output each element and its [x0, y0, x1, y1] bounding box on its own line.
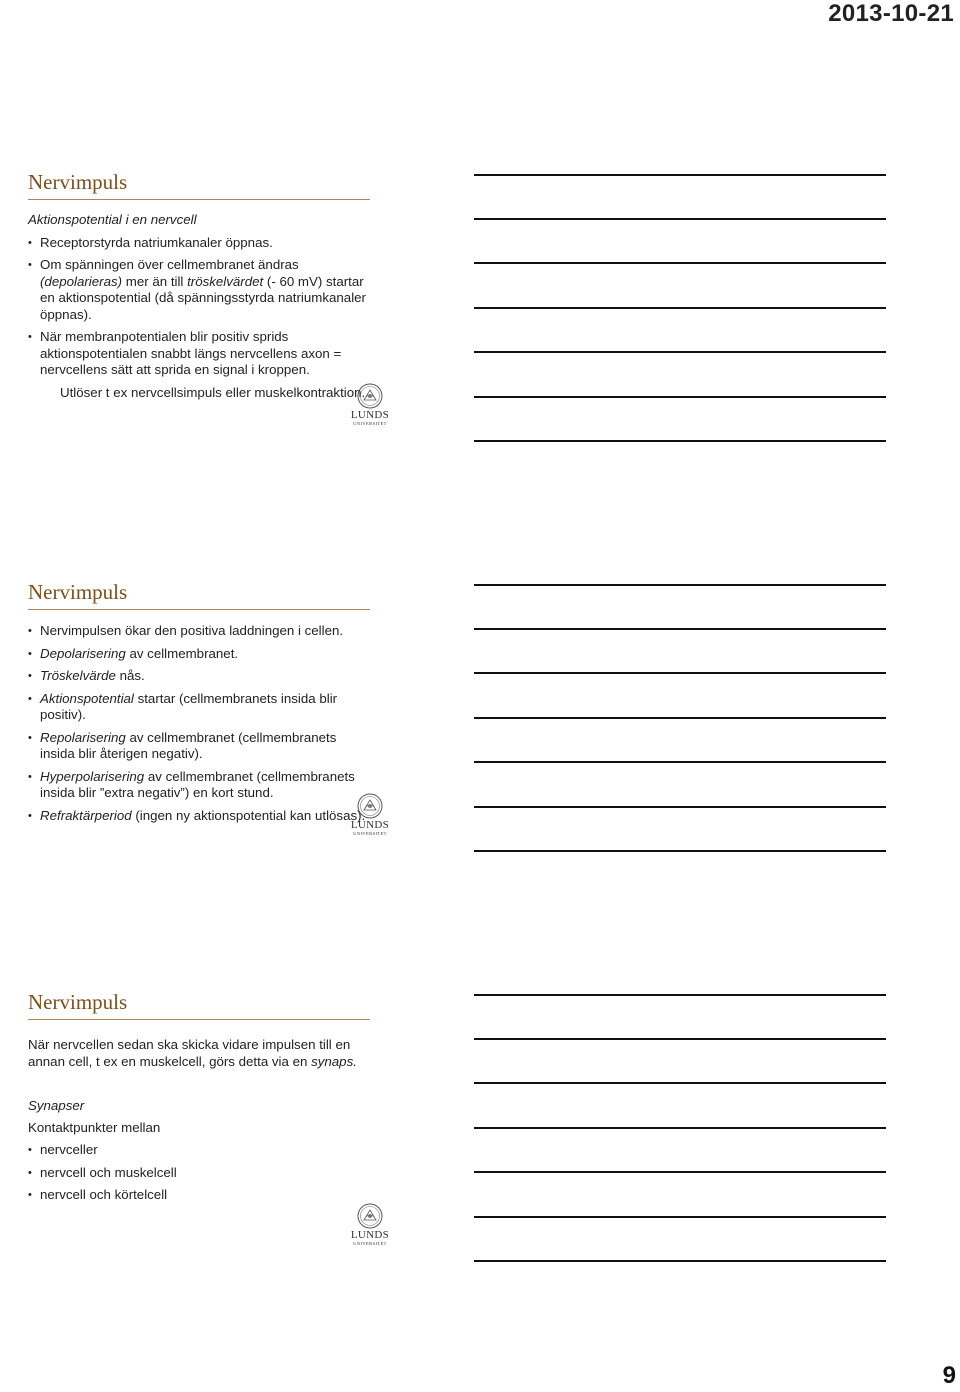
bullet-list: [28, 235, 373, 379]
note-line: [474, 1127, 886, 1129]
list-item-term: Repolarisering: [40, 729, 126, 745]
list-item: • nervcell och körtelcell: [28, 1187, 373, 1204]
list-item-text: nås.: [115, 668, 145, 683]
title-rule: [28, 199, 370, 200]
list-item-term: Hyperpolarisering: [40, 768, 145, 784]
note-line: [474, 396, 886, 398]
list-item-text: startar (cellmembranets insida blir positiv).: [40, 690, 338, 722]
note-line: [474, 1038, 886, 1040]
list-item: • När membranpotentialen blir positiv sprids aktionspotentialen snabbt längs nervcellens axon = nervcellens sätt att sprida en signal i kroppen.: [28, 329, 373, 379]
slide-title: Nervimpuls: [28, 170, 128, 194]
slide-content: [28, 212, 373, 401]
note-line: [474, 1216, 886, 1218]
intro-emphasis: synaps.: [311, 1053, 357, 1069]
note-line: [474, 850, 886, 852]
list-item: [28, 691, 373, 724]
slide-2: [0, 580, 440, 880]
list-item-text: av cellmembranet (cellmembranets insida blir återigen negativ).: [40, 729, 337, 761]
notes-group-2: [474, 584, 886, 854]
list-item-text: av cellmembranet (cellmembranets insida blir ”extra negativ”) en kort stund.: [40, 768, 355, 800]
logo-wordmark: LUNDS: [350, 819, 390, 831]
list-item-text: av cellmembranet.: [125, 645, 239, 661]
note-line: [474, 1260, 886, 1262]
list-item: [28, 623, 373, 640]
note-line: [474, 994, 886, 996]
title-rule: [28, 1019, 370, 1020]
list-item: • nervcell och muskelcell: [28, 1165, 373, 1182]
slide-subtitle: Aktionspotential i en nervcell: [28, 212, 197, 227]
note-line: [474, 628, 886, 630]
note-line: [474, 351, 886, 353]
logo-wordmark: LUNDS: [350, 1229, 390, 1241]
note-line: [474, 1171, 886, 1173]
slide-1: [0, 170, 440, 470]
list-item-term: Aktionspotential: [40, 690, 134, 706]
list-item-term: Tröskelvärde: [40, 668, 116, 683]
list-item-term: Refraktärperiod: [40, 807, 132, 823]
logo-subtitle: UNIVERSITET: [353, 421, 387, 426]
slide-tail: Utlöser t ex nervcellsimpuls eller muskelkontraktion.: [60, 384, 366, 400]
notes-group-3: [474, 994, 886, 1264]
note-line: [474, 717, 886, 719]
list-item: [28, 730, 373, 763]
note-line: [474, 761, 886, 763]
slide-title: Nervimpuls: [28, 990, 128, 1014]
logo-wordmark: LUNDS: [350, 409, 390, 421]
title-rule: [28, 609, 370, 610]
logo-subtitle: UNIVERSITET: [353, 831, 387, 836]
slide-intro: [28, 1037, 373, 1070]
university-logo: [350, 382, 390, 430]
slide-content: [28, 623, 373, 830]
seal-icon: [350, 1202, 390, 1232]
note-line: [474, 307, 886, 309]
bullet-list: [28, 1142, 373, 1204]
slide-subheading: Synapser: [28, 1098, 85, 1113]
slide-title: Nervimpuls: [28, 580, 128, 604]
page-date: 2013-10-21: [828, 0, 954, 27]
list-item: [28, 808, 373, 825]
university-logo: [350, 1202, 390, 1250]
slide-content: [28, 1037, 373, 1210]
list-item: • Receptorstyrda natriumkanaler öppnas.: [28, 235, 373, 252]
note-line: [474, 584, 886, 586]
seal-icon: [350, 382, 390, 412]
seal-icon: [350, 792, 390, 822]
note-line: [474, 174, 886, 176]
list-item: • Om spänningen över cellmembranet ändras (depolarieras) mer än till tröskelvärdet (- 60 mV) startar en aktionspotential (då spänningsstyrda natriumkanaler öppnas).: [28, 257, 373, 323]
intro-text: När nervcellen sedan ska skicka vidare impulsen till en annan cell, t ex en muskelcell, görs detta via en: [28, 1037, 351, 1069]
university-logo: [350, 792, 390, 840]
note-line: [474, 806, 886, 808]
list-item-text: (ingen ny aktionspotential kan utlösas).: [131, 807, 366, 823]
note-line: [474, 218, 886, 220]
note-line: [474, 262, 886, 264]
page-number: 9: [942, 1362, 956, 1389]
slide-3: [0, 990, 440, 1290]
logo-subtitle: UNIVERSITET: [353, 1241, 387, 1246]
notes-group-1: [474, 174, 886, 444]
list-item-text: Nervimpulsen ökar den positiva laddningen i cellen.: [40, 623, 344, 638]
slide-lead: Kontaktpunkter mellan: [28, 1119, 161, 1135]
list-item: • nervceller: [28, 1142, 373, 1159]
list-item: [28, 646, 373, 663]
note-line: [474, 440, 886, 442]
list-item: [28, 769, 373, 802]
list-item: [28, 668, 373, 685]
note-line: [474, 1082, 886, 1084]
bullet-list: [28, 623, 373, 824]
list-item-term: Depolarisering: [40, 645, 126, 661]
note-line: [474, 672, 886, 674]
